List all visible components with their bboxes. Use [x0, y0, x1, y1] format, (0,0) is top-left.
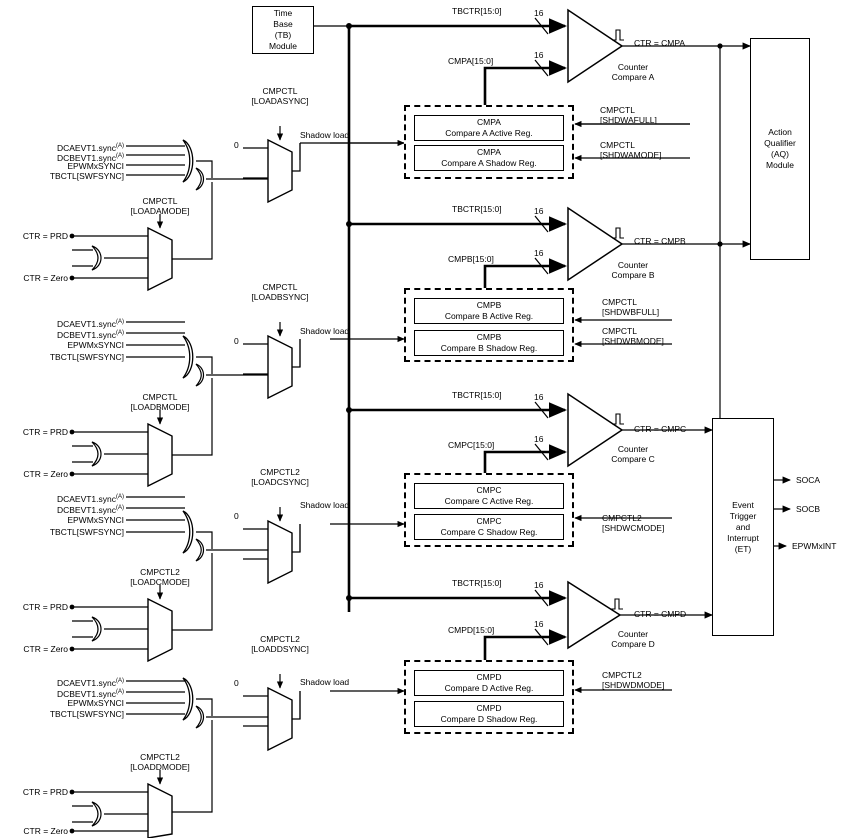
loaddsync-l2: [LOADDSYNC]	[251, 644, 309, 654]
or-input-c-2: EPWMxSYNCI	[67, 515, 124, 525]
label-tbctr-d-width: 16	[534, 580, 544, 590]
shdwafull-l1: CMPCTL	[600, 105, 635, 115]
cmpb-active-desc: Compare B Active Reg.	[444, 311, 534, 321]
tb-line3: (TB)	[274, 30, 292, 40]
compare-d-active-register	[414, 670, 564, 696]
time-base-module[interactable]	[252, 6, 314, 54]
compare-a-shadow-register	[414, 145, 564, 171]
or-input-d-3: TBCTL[SWFSYNC]	[49, 709, 124, 719]
cmpc-shadow-desc: Compare C Shadow Reg.	[440, 527, 538, 537]
cmpa-shadow-name: CMPA	[477, 147, 501, 157]
or-input-c-1: DCBEVT1.sync$^{(A)}$	[56, 504, 124, 515]
et-line4: Interrupt	[727, 532, 759, 543]
label-tbctr-c-width: 16	[534, 392, 544, 402]
label-cmpctl2-loaddmode	[118, 752, 202, 772]
cmp-a-l1: Counter	[617, 62, 649, 72]
cmpd-shadow-name: CMPD	[476, 703, 502, 713]
or-input-a-0: DCAEVT1.sync$^{(A)}$	[56, 142, 124, 153]
label-cmpctl-loadbsync	[240, 282, 320, 302]
cmpb-active-name: CMPB	[476, 300, 502, 310]
loadbmode-l2: [LOADBMODE]	[130, 402, 190, 412]
loadasync-l1: CMPCTL	[262, 86, 298, 96]
label-cmpa-bus: CMPA[15:0]	[448, 56, 494, 66]
comparator-c-label	[598, 444, 668, 464]
label-cmpctl-loadamode	[120, 196, 200, 216]
aq-line3: (AQ)	[771, 149, 789, 159]
shdwcmode-l1: CMPCTL2	[602, 513, 642, 523]
loaddsync-l1: CMPCTL2	[260, 634, 300, 644]
et-line3: and	[735, 521, 751, 532]
label-tbctr-c: TBCTR[15:0]	[452, 390, 502, 400]
compare-c-shadow-register	[414, 514, 564, 540]
shdwcmode-l2: [SHDWCMODE]	[602, 523, 665, 533]
or-input-c-0: DCAEVT1.sync$^{(A)}$	[56, 493, 124, 504]
cmpd-active-desc: Compare D Active Reg.	[444, 683, 534, 693]
or-input-b-3: TBCTL[SWFSYNC]	[49, 352, 124, 362]
mux-input-c-zero: CTR = Zero	[23, 644, 68, 654]
label-ctr-cmpa: CTR = CMPA	[634, 38, 686, 48]
label-cmpctl2-shdwdmode	[602, 670, 664, 690]
loadcsync-l2: [LOADCSYNC]	[251, 477, 309, 487]
et-line2: Trigger	[729, 510, 757, 521]
label-cmpb-width: 16	[534, 248, 544, 258]
label-cmpc-bus: CMPC[15:0]	[448, 440, 495, 450]
label-cmpctl2-shdwcmode	[602, 513, 664, 533]
shdwamode-l2: [SHDWAMODE]	[600, 150, 662, 160]
label-tbctr-a: TBCTR[15:0]	[452, 6, 502, 16]
label-zero-const-b: 0	[234, 336, 239, 346]
or-input-b-1: DCBEVT1.sync$^{(A)}$	[56, 329, 124, 340]
mux-input-a-prd: CTR = PRD	[22, 231, 68, 241]
loadbsync-l1: CMPCTL	[262, 282, 298, 292]
cmpc-shadow-name: CMPC	[476, 516, 502, 526]
or-input-d-2: EPWMxSYNCI	[67, 698, 124, 708]
compare-d-shadow-register	[414, 701, 564, 727]
or-input-d-0: DCAEVT1.sync$^{(A)}$	[56, 677, 124, 688]
mux-input-b-zero: CTR = Zero	[23, 469, 68, 479]
comparator-d-label	[598, 629, 668, 649]
shdwbfull-l1: CMPCTL	[602, 297, 637, 307]
mux-input-a-zero: CTR = Zero	[23, 273, 68, 283]
label-shadow-load-d: Shadow load	[300, 677, 350, 687]
label-cmpb-bus: CMPB[15:0]	[448, 254, 494, 264]
loadbmode-l1: CMPCTL	[142, 392, 178, 402]
cmpb-shadow-name: CMPB	[476, 332, 502, 342]
label-cmpctl-shdwbmode	[602, 326, 664, 346]
label-tbctr-b-width: 16	[534, 206, 544, 216]
label-tbctr-b: TBCTR[15:0]	[452, 204, 502, 214]
cmp-b-l1: Counter	[617, 260, 649, 270]
mux-input-c-prd: CTR = PRD	[22, 602, 68, 612]
tb-line1: Time	[273, 8, 293, 18]
et-output-epwmxint: EPWMxINT	[792, 541, 837, 551]
tb-line4: Module	[269, 41, 297, 51]
label-shadow-load-a: Shadow load	[300, 130, 350, 140]
or-input-a-2: EPWMxSYNCI	[67, 161, 124, 171]
et-line5: (ET)	[734, 543, 752, 554]
cmp-a-l2: Compare A	[611, 72, 655, 82]
shdwdmode-l1: CMPCTL2	[602, 670, 642, 680]
cmp-b-l2: Compare B	[611, 270, 655, 280]
label-ctr-cmpb: CTR = CMPB	[634, 236, 686, 246]
label-cmpc-width: 16	[534, 434, 544, 444]
mux-input-b-prd: CTR = PRD	[22, 427, 68, 437]
tb-line2: Base	[273, 19, 293, 29]
label-ctr-cmpc: CTR = CMPC	[634, 424, 687, 434]
label-zero-const-a: 0	[234, 140, 239, 150]
shdwbmode-l1: CMPCTL	[602, 326, 637, 336]
label-cmpa-width: 16	[534, 50, 544, 60]
loaddmode-l2: [LOADDMODE]	[130, 762, 190, 772]
compare-c-active-register	[414, 483, 564, 509]
label-ctr-cmpd: CTR = CMPD	[634, 609, 687, 619]
shdwdmode-l2: [SHDWDMODE]	[602, 680, 665, 690]
shdwafull-l2: [SHDWAFULL]	[600, 115, 657, 125]
loadamode-l1: CMPCTL	[142, 196, 178, 206]
label-cmpctl-shdwamode	[600, 140, 662, 160]
et-output-socb: SOCB	[796, 504, 821, 514]
comparator-b-label	[598, 260, 668, 280]
et-output-soca: SOCA	[796, 475, 821, 485]
shdwbmode-l2: [SHDWBMODE]	[602, 336, 664, 346]
label-cmpctl-loadbmode	[120, 392, 200, 412]
loadamode-l2: [LOADAMODE]	[130, 206, 190, 216]
label-cmpctl-shdwbfull	[602, 297, 659, 317]
loadcsync-l1: CMPCTL2	[260, 467, 300, 477]
loadbsync-l2: [LOADBSYNC]	[251, 292, 309, 302]
action-qualifier-module[interactable]	[750, 38, 810, 260]
or-input-d-1: DCBEVT1.sync$^{(A)}$	[56, 688, 124, 699]
or-input-a-3: TBCTL[SWFSYNC]	[49, 171, 124, 181]
compare-a-active-register	[414, 115, 564, 141]
label-zero-const-d: 0	[234, 678, 239, 688]
or-input-b-2: EPWMxSYNCI	[67, 340, 124, 350]
aq-line4: Module	[766, 160, 794, 170]
cmpd-shadow-desc: Compare D Shadow Reg.	[440, 714, 538, 724]
label-cmpctl2-loadcmode	[118, 567, 202, 587]
or-input-a-1: DCBEVT1.sync$^{(A)}$	[56, 152, 124, 163]
loadasync-l2: [LOADASYNC]	[251, 96, 309, 106]
label-zero-const-c: 0	[234, 511, 239, 521]
label-cmpctl-loadasync	[240, 86, 320, 106]
shdwamode-l1: CMPCTL	[600, 140, 635, 150]
cmp-d-l1: Counter	[617, 629, 649, 639]
loadcmode-l2: [LOADCMODE]	[130, 577, 190, 587]
cmpa-shadow-desc: Compare A Shadow Reg.	[441, 158, 537, 168]
label-cmpctl2-loaddsync	[240, 634, 320, 654]
label-cmpctl2-loadcsync	[240, 467, 320, 487]
cmp-d-l2: Compare D	[611, 639, 655, 649]
label-tbctr-d: TBCTR[15:0]	[452, 578, 502, 588]
loaddmode-l1: CMPCTL2	[140, 752, 180, 762]
cmpd-active-name: CMPD	[476, 672, 502, 682]
comparator-a-label	[598, 62, 668, 82]
cmp-c-l2: Compare C	[611, 454, 655, 464]
aq-line2: Qualifier	[764, 138, 796, 148]
mux-input-d-prd: CTR = PRD	[22, 787, 68, 797]
label-cmpctl-shdwafull	[600, 105, 657, 125]
compare-b-active-register	[414, 298, 564, 324]
cmp-c-l1: Counter	[617, 444, 649, 454]
label-tbctr-a-width: 16	[534, 8, 544, 18]
label-cmpd-width: 16	[534, 619, 544, 629]
cmpc-active-name: CMPC	[476, 485, 502, 495]
or-input-c-3: TBCTL[SWFSYNC]	[49, 527, 124, 537]
mux-input-d-zero: CTR = Zero	[23, 826, 68, 836]
label-shadow-load-c: Shadow load	[300, 500, 350, 510]
cmpc-active-desc: Compare C Active Reg.	[444, 496, 534, 506]
cmpa-active-desc: Compare A Active Reg.	[445, 128, 533, 138]
label-shadow-load-b: Shadow load	[300, 326, 350, 336]
et-line1: Event	[732, 499, 754, 510]
aq-line1: Action	[768, 127, 792, 137]
compare-b-shadow-register	[414, 330, 564, 356]
cmpa-active-name: CMPA	[477, 117, 501, 127]
event-trigger-module[interactable]	[712, 418, 774, 636]
label-cmpd-bus: CMPD[15:0]	[448, 625, 495, 635]
shdwbfull-l2: [SHDWBFULL]	[602, 307, 660, 317]
loadcmode-l1: CMPCTL2	[140, 567, 180, 577]
or-input-b-0: DCAEVT1.sync$^{(A)}$	[56, 318, 124, 329]
cmpb-shadow-desc: Compare B Shadow Reg.	[440, 343, 538, 353]
